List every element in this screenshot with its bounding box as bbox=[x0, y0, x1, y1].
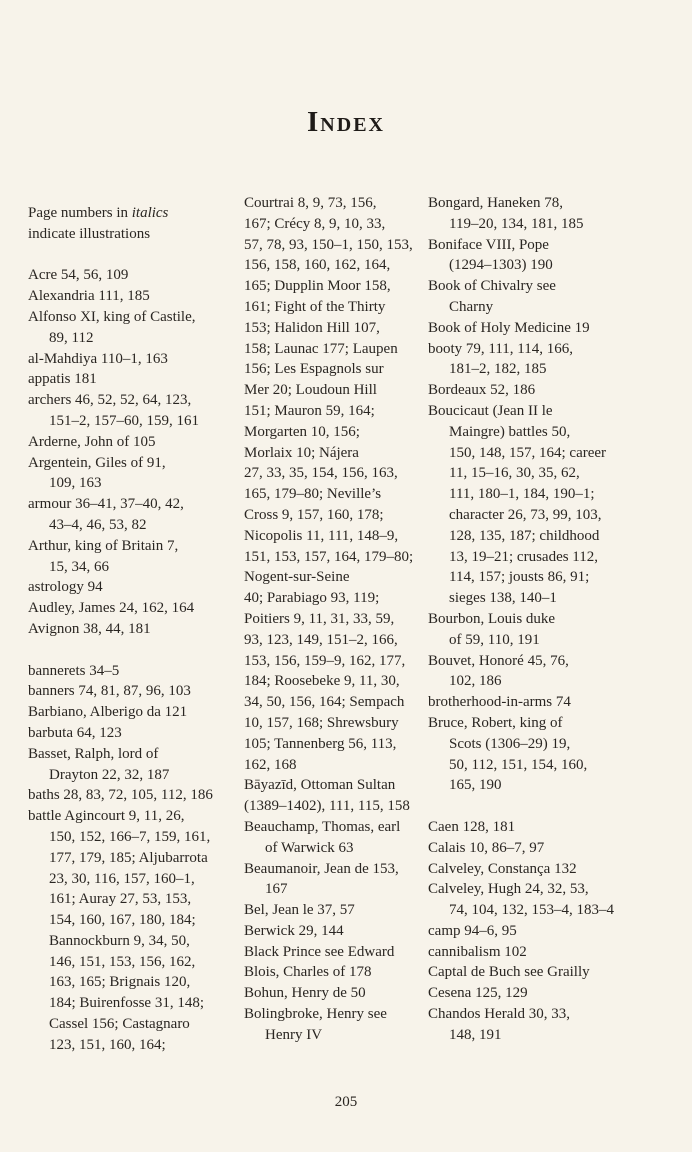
index-line: 105; Tannenberg 56, 113, bbox=[244, 735, 397, 752]
index-line: 151; Mauron 59, 164; bbox=[244, 402, 375, 419]
index-line: 162, 168 bbox=[244, 756, 297, 773]
index-line: 184; Roosebeke 9, 11, 30, bbox=[244, 673, 400, 690]
index-line: Cross 9, 157, 160, 178; bbox=[244, 506, 384, 523]
index-line: of Warwick 63 bbox=[265, 839, 354, 856]
index-line: camp 94–6, 95 bbox=[428, 922, 517, 939]
index-line: of 59, 110, 191 bbox=[449, 631, 540, 648]
page-number: 205 bbox=[334, 1094, 358, 1110]
index-line: Calveley, Constança 132 bbox=[428, 860, 577, 877]
index-line: 150, 152, 166–7, 159, 161, bbox=[49, 828, 211, 845]
index-line: 158; Launac 177; Laupen bbox=[244, 340, 398, 357]
index-line: Book of Chivalry see bbox=[428, 278, 556, 295]
index-line: Alfonso XI, king of Castile, bbox=[28, 308, 196, 325]
index-line: (1294–1303) 190 bbox=[449, 257, 553, 274]
index-line: Bouvet, Honoré 45, 76, bbox=[428, 652, 569, 669]
index-line: Bel, Jean le 37, 57 bbox=[244, 902, 355, 919]
index-line: Bohun, Henry de 50 bbox=[244, 985, 366, 1002]
index-line: archers 46, 52, 52, 64, 123, bbox=[28, 392, 192, 409]
index-line: Basset, Ralph, lord of bbox=[28, 745, 159, 762]
index-column-2 bbox=[244, 193, 413, 1046]
index-line: Morgarten 10, 156; bbox=[244, 423, 360, 440]
index-line: 27, 33, 35, 154, 156, 163, bbox=[244, 465, 398, 482]
index-line: Alexandria 111, 185 bbox=[28, 288, 150, 305]
index-line: Drayton 22, 32, 187 bbox=[49, 766, 170, 783]
index-line: 123, 151, 160, 164; bbox=[49, 1036, 166, 1053]
index-line: brotherhood-in-arms 74 bbox=[428, 694, 571, 711]
index-line: Bruce, Robert, king of bbox=[428, 714, 563, 731]
index-line: Audley, James 24, 162, 164 bbox=[28, 600, 195, 617]
index-line: 184; Buirenfosse 31, 148; bbox=[49, 995, 204, 1012]
index-line: 114, 157; jousts 86, 91; bbox=[449, 569, 590, 586]
index-line: 181–2, 182, 185 bbox=[449, 361, 547, 378]
index-line: Morlaix 10; Nájera bbox=[244, 444, 359, 461]
index-line: 150, 148, 157, 164; career bbox=[449, 444, 607, 461]
index-line: Boniface VIII, Pope bbox=[428, 236, 549, 253]
index-line: barbuta 64, 123 bbox=[28, 724, 122, 741]
index-line: 165, 190 bbox=[449, 777, 502, 794]
index-line: Beauchamp, Thomas, earl bbox=[244, 818, 401, 835]
index-line: 167 bbox=[265, 881, 288, 898]
index-line: Bannockburn 9, 34, 50, bbox=[49, 932, 190, 949]
index-line: bannerets 34–5 bbox=[28, 662, 120, 679]
index-line: 163, 165; Brignais 120, bbox=[49, 974, 191, 991]
index-line: 57, 78, 93, 150–1, 150, 153, bbox=[244, 236, 413, 253]
index-line: appatis 181 bbox=[28, 371, 97, 388]
index-line: 111, 180–1, 184, 190–1; bbox=[449, 486, 595, 503]
index-line: armour 36–41, 37–40, 42, bbox=[28, 496, 184, 513]
index-line: Cesena 125, 129 bbox=[428, 985, 528, 1002]
index-line: 102, 186 bbox=[449, 673, 502, 690]
index-line: 146, 151, 153, 156, 162, bbox=[49, 953, 196, 970]
index-line: 10, 157, 168; Shrewsbury bbox=[244, 714, 399, 731]
index-line: Henry IV bbox=[265, 1026, 323, 1043]
index-line: Maingre) battles 50, bbox=[449, 423, 571, 440]
index-line: 165; Dupplin Moor 158, bbox=[244, 278, 391, 295]
index-line: Acre 54, 56, 109 bbox=[28, 267, 129, 284]
index-line: astrology 94 bbox=[28, 579, 103, 596]
section-gap bbox=[28, 640, 213, 661]
index-line: al-Mahdiya 110–1, 163 bbox=[28, 350, 168, 367]
index-line: (1389–1402), 111, 115, 158 bbox=[244, 798, 410, 815]
index-line: Caen 128, 181 bbox=[428, 818, 516, 835]
index-line: 89, 112 bbox=[49, 329, 94, 346]
index-line: sieges 138, 140–1 bbox=[449, 590, 557, 607]
index-line: 93, 123, 149, 151–2, 166, bbox=[244, 631, 398, 648]
index-list bbox=[244, 193, 413, 1046]
index-line: Arderne, John of 105 bbox=[28, 433, 156, 450]
italics-note: Page numbers in italics indicate illustrations bbox=[28, 205, 169, 242]
index-line: Bordeaux 52, 186 bbox=[428, 382, 536, 399]
index-line: cannibalism 102 bbox=[428, 943, 527, 960]
index-line: booty 79, 111, 114, 166, bbox=[428, 340, 573, 357]
index-line: 177, 179, 185; Aljubarrota bbox=[49, 849, 208, 866]
index-line: Bourbon, Louis duke bbox=[428, 610, 556, 627]
index-column-1 bbox=[28, 203, 213, 1056]
index-list bbox=[428, 193, 614, 1046]
index-line: Black Prince see Edward bbox=[244, 943, 395, 960]
index-line: 119–20, 134, 181, 185 bbox=[449, 215, 584, 232]
index-line: Berwick 29, 144 bbox=[244, 922, 344, 939]
index-line: Calais 10, 86–7, 97 bbox=[428, 839, 545, 856]
index-line: 43–4, 46, 53, 82 bbox=[49, 516, 147, 533]
index-line: Boucicaut (Jean II le bbox=[428, 402, 553, 419]
index-line: 15, 34, 66 bbox=[49, 558, 109, 575]
index-line: banners 74, 81, 87, 96, 103 bbox=[28, 683, 191, 700]
index-line: 161; Auray 27, 53, 153, bbox=[49, 891, 192, 908]
index-line: Bāyazīd, Ottoman Sultan bbox=[244, 777, 396, 794]
index-line: 11, 15–16, 30, 35, 62, bbox=[449, 465, 580, 482]
section-gap bbox=[428, 796, 614, 817]
index-line: 50, 112, 151, 154, 160, bbox=[449, 756, 588, 773]
index-line: Beaumanoir, Jean de 153, bbox=[244, 860, 399, 877]
index-line: character 26, 73, 99, 103, bbox=[449, 506, 602, 523]
index-line: 13, 19–21; crusades 112, bbox=[449, 548, 599, 565]
index-line: Poitiers 9, 11, 31, 33, 59, bbox=[244, 610, 395, 627]
index-line: Nicopolis 11, 111, 148–9, bbox=[244, 527, 399, 544]
index-line: Barbiano, Alberigo da 121 bbox=[28, 704, 188, 721]
index-list bbox=[28, 265, 213, 1055]
index-line: Mer 20; Loudoun Hill bbox=[244, 382, 377, 399]
index-line: 153, 156, 159–9, 162, 177, bbox=[244, 652, 406, 669]
index-line: battle Agincourt 9, 11, 26, bbox=[28, 808, 185, 825]
page-title: Index bbox=[307, 106, 385, 138]
index-line: baths 28, 83, 72, 105, 112, 186 bbox=[28, 787, 213, 804]
index-line: Avignon 38, 44, 181 bbox=[28, 620, 151, 637]
index-line: 153; Halidon Hill 107, bbox=[244, 319, 380, 336]
index-line: 151, 153, 157, 164, 179–80; bbox=[244, 548, 414, 565]
index-line: Bolingbroke, Henry see bbox=[244, 1006, 387, 1023]
index-line: Captal de Buch see Grailly bbox=[428, 964, 590, 981]
index-line: 23, 30, 116, 157, 160–1, bbox=[49, 870, 195, 887]
index-line: 167; Crécy 8, 9, 10, 33, bbox=[244, 215, 386, 232]
index-line: 128, 135, 187; childhood bbox=[449, 527, 600, 544]
index-line: Bongard, Haneken 78, bbox=[428, 195, 563, 211]
index-line: 109, 163 bbox=[49, 475, 102, 492]
index-line: 151–2, 157–60, 159, 161 bbox=[49, 412, 199, 429]
index-line: 148, 191 bbox=[449, 1026, 502, 1043]
index-line: Calveley, Hugh 24, 32, 53, bbox=[428, 881, 589, 898]
index-line: 156; Les Espagnols sur bbox=[244, 361, 384, 378]
index-line: 74, 104, 132, 153–4, 183–4 bbox=[449, 902, 614, 919]
index-line: 161; Fight of the Thirty bbox=[244, 298, 386, 315]
index-line: 154, 160, 167, 180, 184; bbox=[49, 912, 196, 929]
index-line: 40; Parabiago 93, 119; bbox=[244, 590, 380, 607]
index-line: Nogent-sur-Seine bbox=[244, 569, 350, 586]
index-column-3 bbox=[428, 193, 614, 1046]
index-line: Courtrai 8, 9, 73, 156, bbox=[244, 195, 377, 211]
index-line: 156, 158, 160, 162, 164, bbox=[244, 257, 391, 274]
index-line: Blois, Charles of 178 bbox=[244, 964, 372, 981]
index-line: Charny bbox=[449, 298, 494, 315]
index-line: Arthur, king of Britain 7, bbox=[28, 537, 179, 554]
index-line: Scots (1306–29) 19, bbox=[449, 735, 571, 752]
index-line: Argentein, Giles of 91, bbox=[28, 454, 166, 471]
index-line: Cassel 156; Castagnaro bbox=[49, 1016, 190, 1033]
index-line: Chandos Herald 30, 33, bbox=[428, 1006, 571, 1023]
index-line: 34, 50, 156, 164; Sempach bbox=[244, 694, 405, 711]
index-line: Book of Holy Medicine 19 bbox=[428, 319, 590, 336]
index-line: 165, 179–80; Neville’s bbox=[244, 486, 382, 503]
